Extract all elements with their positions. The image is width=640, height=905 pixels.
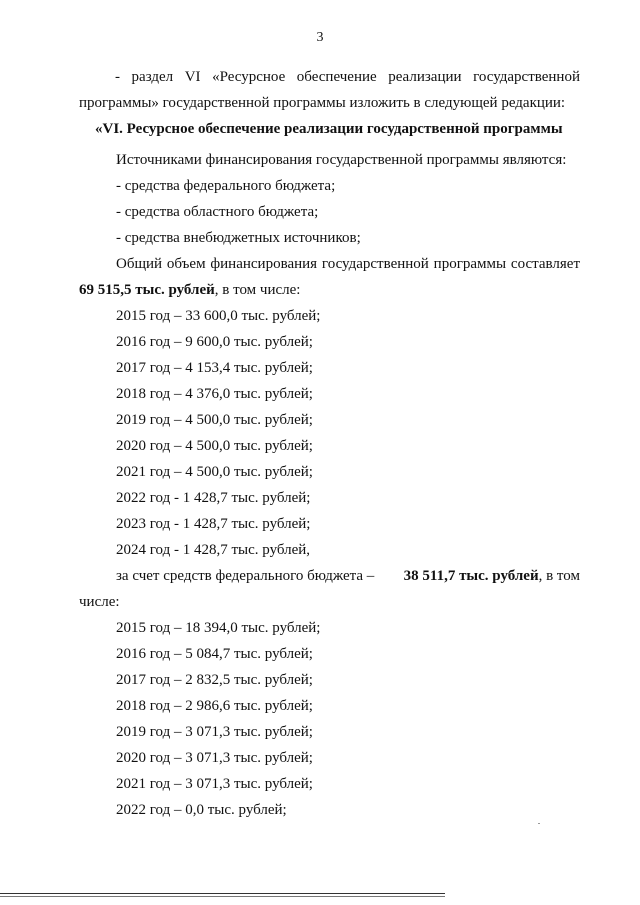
federal-line-2: числе: (79, 594, 120, 610)
federal-prefix: за счет средств федерального бюджета – (116, 568, 375, 584)
source-item: - средства областного бюджета; (116, 204, 319, 220)
federal-year-row: 2022 год – 0,0 тыс. рублей; (116, 802, 287, 818)
federal-suffix: , в том (538, 568, 580, 584)
source-item: - средства федерального бюджета; (116, 178, 336, 194)
total-year-row: 2023 год - 1 428,7 тыс. рублей; (116, 516, 311, 532)
total-year-row: 2019 год – 4 500,0 тыс. рублей; (116, 412, 313, 428)
footer-rule (0, 893, 445, 894)
federal-year-row: 2019 год – 3 071,3 тыс. рублей; (116, 724, 313, 740)
total-line-1: Общий объем финансирования государственной программы составляет (116, 256, 580, 272)
total-year-row: 2022 год - 1 428,7 тыс. рублей; (116, 490, 311, 506)
total-year-row: 2018 год – 4 376,0 тыс. рублей; (116, 386, 313, 402)
section-heading: «VI. Ресурсное обеспечение реализации государственной программы (95, 121, 563, 137)
total-year-row: 2021 год – 4 500,0 тыс. рублей; (116, 464, 313, 480)
federal-year-row: 2018 год – 2 986,6 тыс. рублей; (116, 698, 313, 714)
total-line-2 (79, 281, 300, 299)
page-number: 3 (316, 30, 324, 45)
footer-rule-secondary (0, 896, 445, 897)
total-suffix: , в том числе: (214, 282, 301, 298)
federal-year-row: 2020 год – 3 071,3 тыс. рублей; (116, 750, 313, 766)
total-year-row: 2016 год – 9 600,0 тыс. рублей; (116, 334, 313, 350)
federal-amount-group (404, 567, 580, 585)
total-amount: 69 515,5 тыс. рублей (79, 282, 215, 298)
federal-year-row: 2016 год – 5 084,7 тыс. рублей; (116, 646, 313, 662)
sources-intro: Источниками финансирования государственной программы являются: (116, 152, 567, 168)
total-year-row: 2017 год – 4 153,4 тыс. рублей; (116, 360, 313, 376)
federal-year-row: 2021 год – 3 071,3 тыс. рублей; (116, 776, 313, 792)
source-item: - средства внебюджетных источников; (116, 230, 361, 246)
federal-year-row: 2017 год – 2 832,5 тыс. рублей; (116, 672, 313, 688)
total-year-row: 2024 год - 1 428,7 тыс. рублей, (116, 542, 311, 558)
federal-year-row: 2015 год – 18 394,0 тыс. рублей; (116, 620, 321, 636)
intro-line-2: программы» государственной программы изложить в следующей редакции: (79, 95, 566, 111)
federal-line-1 (116, 567, 580, 585)
federal-amount: 38 511,7 тыс. рублей (403, 568, 539, 584)
total-year-row: 2015 год – 33 600,0 тыс. рублей; (116, 308, 321, 324)
intro-line-1: - раздел VI «Ресурсное обеспечение реализации государственной (115, 69, 580, 85)
scan-speck (538, 823, 540, 824)
total-year-row: 2020 год – 4 500,0 тыс. рублей; (116, 438, 313, 454)
